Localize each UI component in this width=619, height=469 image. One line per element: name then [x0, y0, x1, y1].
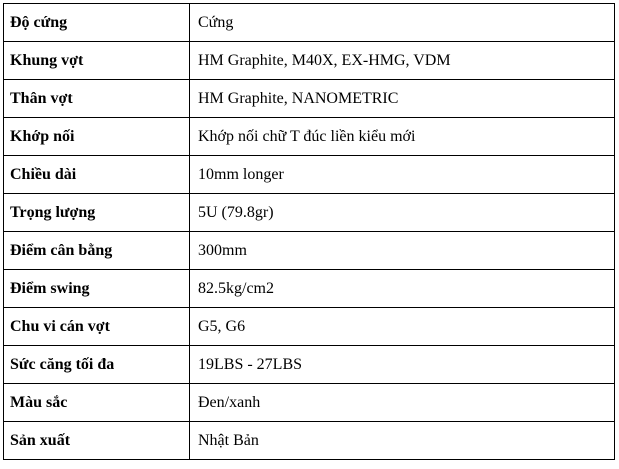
spec-label: Trọng lượng [4, 194, 190, 232]
table-row [4, 156, 615, 194]
table-row [4, 270, 615, 308]
spec-value: 300mm [190, 232, 615, 270]
spec-label: Màu sắc [4, 384, 190, 422]
spec-table [3, 3, 615, 460]
table-row [4, 384, 615, 422]
spec-value: Cứng [190, 4, 615, 42]
spec-label: Thân vợt [4, 80, 190, 118]
spec-label: Sản xuất [4, 422, 190, 460]
spec-value: 5U (79.8gr) [190, 194, 615, 232]
table-row [4, 232, 615, 270]
spec-value: Khớp nối chữ T đúc liền kiểu mới [190, 118, 615, 156]
spec-value: 82.5kg/cm2 [190, 270, 615, 308]
table-row [4, 194, 615, 232]
spec-label: Điểm swing [4, 270, 190, 308]
table-row [4, 422, 615, 460]
table-row [4, 118, 615, 156]
spec-label: Khớp nối [4, 118, 190, 156]
spec-label: Chu vi cán vợt [4, 308, 190, 346]
table-row [4, 42, 615, 80]
spec-value: HM Graphite, M40X, EX-HMG, VDM [190, 42, 615, 80]
spec-value: G5, G6 [190, 308, 615, 346]
table-row [4, 80, 615, 118]
spec-label: Chiều dài [4, 156, 190, 194]
table-row [4, 308, 615, 346]
spec-value: 10mm longer [190, 156, 615, 194]
spec-label: Điểm cân bằng [4, 232, 190, 270]
spec-value: Đen/xanh [190, 384, 615, 422]
spec-value: HM Graphite, NANOMETRIC [190, 80, 615, 118]
spec-label: Độ cứng [4, 4, 190, 42]
spec-value: Nhật Bản [190, 422, 615, 460]
spec-label: Khung vợt [4, 42, 190, 80]
table-row [4, 346, 615, 384]
spec-label: Sức căng tối đa [4, 346, 190, 384]
spec-value: 19LBS - 27LBS [190, 346, 615, 384]
table-row [4, 4, 615, 42]
